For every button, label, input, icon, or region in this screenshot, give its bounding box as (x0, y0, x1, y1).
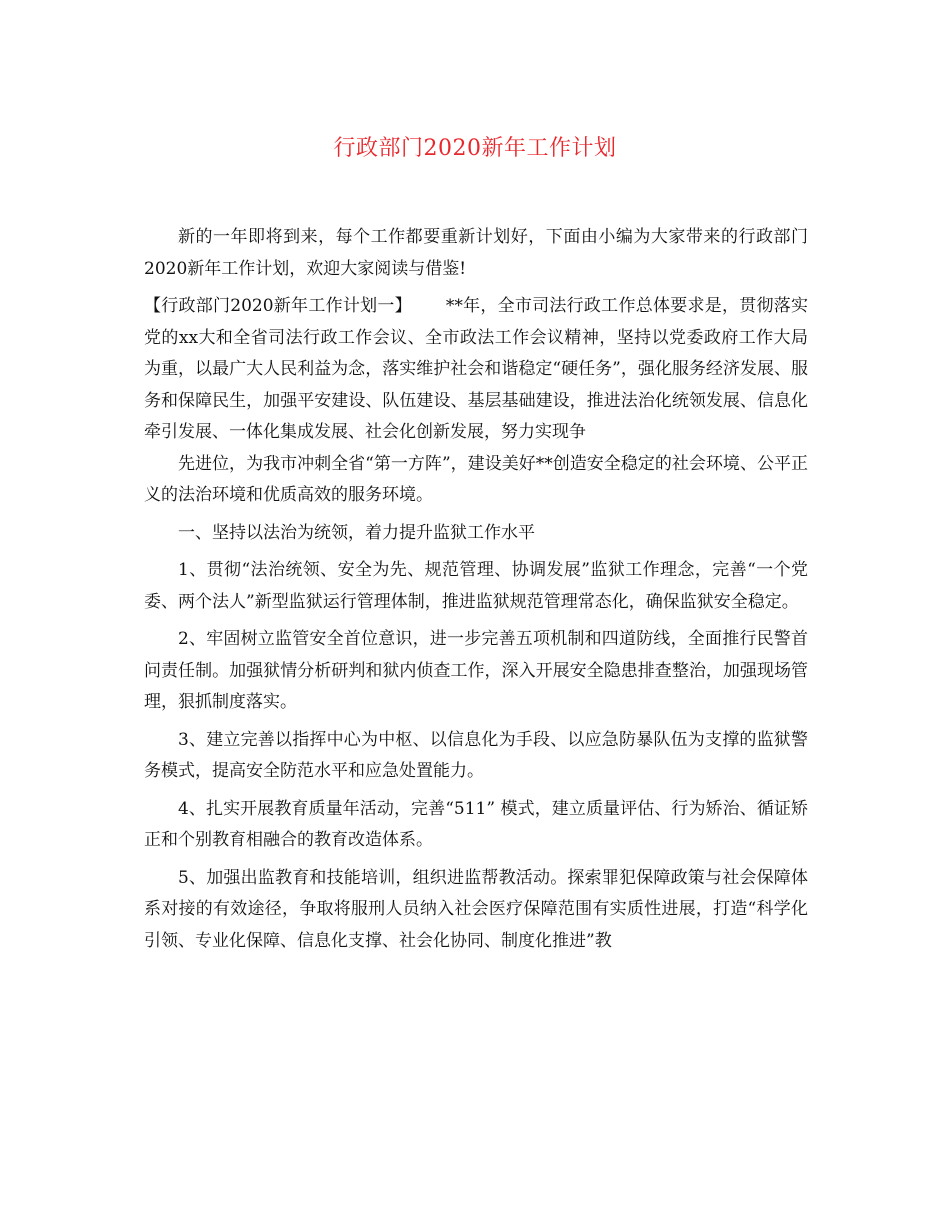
paragraph-5: 2、牢固树立监管安全首位意识，进一步完善五项机制和四道防线，全面推行民警首问责任制。加强狱情分析研判和狱内侦查工作，深入开展安全隐患排查整治，加强现场管理，狠抓制度落实。 (144, 629, 808, 712)
paragraph-3: 一、坚持以法治为统领，着力提升监狱工作水平 (178, 522, 535, 543)
paragraph-4: 1、贯彻“法治统领、安全为先、规范管理、协调发展”监狱工作理念，完善“一个党委、两个法人”新型监狱运行管理体制，推进监狱规范管理常态化，确保监狱安全稳定。 (144, 560, 808, 612)
document-body (144, 222, 808, 963)
document-title: 行政部门2020新年工作计划 (333, 136, 617, 161)
paragraph-6: 3、建立完善以指挥中心为中枢、以信息化为手段、以应急防暴队伍为支撑的监狱警务模式，提高安全防范水平和应急处置能力。 (144, 729, 808, 781)
section-text: **年，全市司法行政工作总体要求是，贯彻落实党的xx大和全省司法行政工作会议、全市政法工作会议精神，坚持以党委政府工作大局为重，以最广大人民利益为念，落实维护社会和谐稳定“硬任务”，强化服务经济发展、服务和保障民生，加强平安建设、队伍建设、基层基础建设，推进法治化统领发展、信息化牵引发展、一体化集成发展、社会化创新发展，努力实现争 (144, 296, 809, 442)
paragraph-8: 5、加强出监教育和技能培训，组织进监帮教活动。探索罪犯保障政策与社会保障体系对接的有效途径，争取将服刑人员纳入社会医疗保障范围有实质性进展，打造“科学化引领、专业化保障、信息化支撑、社会化协同、制度化推进”教 (144, 867, 808, 951)
paragraph-intro: 新的一年即将到来，每个工作都要重新计划好，下面由小编为大家带来的行政部门2020新年工作计划，欢迎大家阅读与借鉴! (144, 227, 808, 279)
section-heading: 【行政部门2020新年工作计划一】 (144, 296, 412, 316)
paragraph-2: 先进位，为我市冲刺全省“第一方阵”，建设美好**创造安全稳定的社会环境、公平正义的法治环境和优质高效的服务环境。 (144, 453, 808, 505)
paragraph-7: 4、扎实开展教育质量年活动，完善“511” 模式，建立质量评估、行为矫治、循证矫正和个别教育相融合的教育改造体系。 (144, 798, 808, 850)
paragraph-section-one (144, 291, 808, 449)
